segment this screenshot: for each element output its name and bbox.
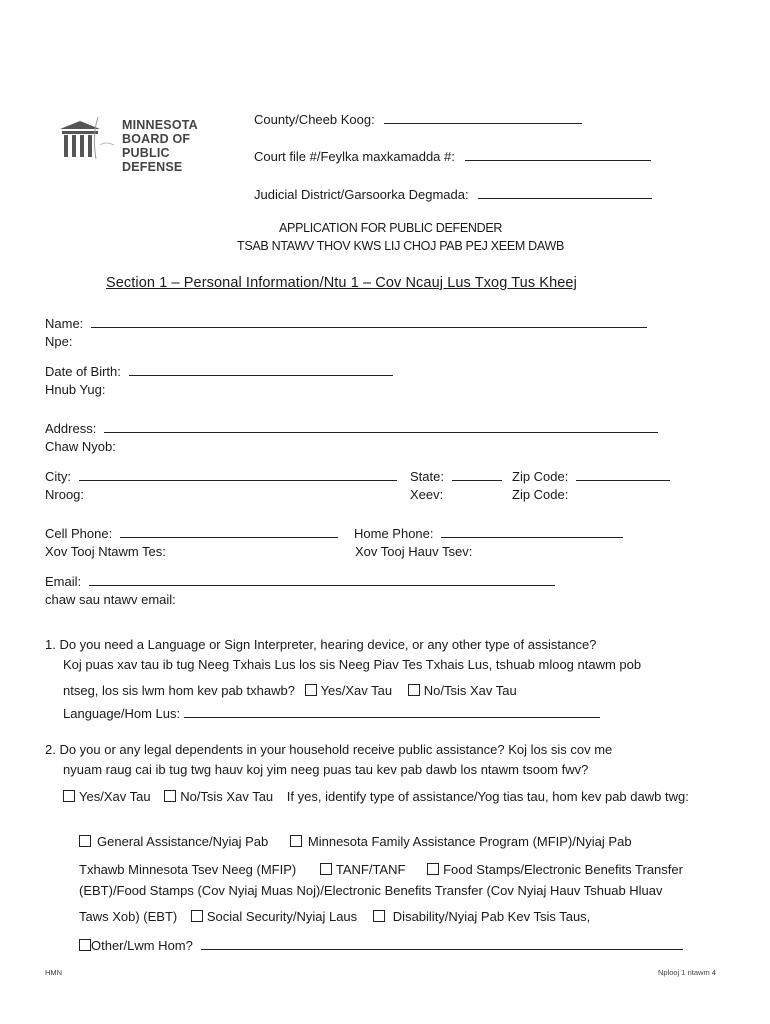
city-label-hmn: Nroog: — [45, 487, 85, 502]
logo-line-2: BOARD OF — [122, 132, 191, 146]
form-title-en: APPLICATION FOR PUBLIC DEFENDER — [279, 221, 503, 235]
other-input-line[interactable] — [201, 937, 683, 950]
address-input-line[interactable] — [104, 420, 658, 433]
email-label-hmn: chaw sau ntawv email: — [45, 592, 176, 607]
q1-language-field[interactable] — [63, 705, 600, 721]
email-field[interactable] — [45, 573, 555, 589]
q1-yes-label: Yes/Xav Tau — [320, 683, 393, 698]
form-title-hmn: TSAB NTAWV THOV KWS LIJ CHOJ PAB PEJ XEEM DAWB — [237, 239, 564, 253]
cell-phone-input-line[interactable] — [120, 525, 338, 538]
footer-language-code: HMN — [45, 968, 63, 977]
social-security-checkbox[interactable] — [191, 910, 203, 922]
logo-line-1: MINNESOTA — [122, 118, 198, 132]
judicial-district-input-line[interactable] — [478, 186, 652, 199]
q1-no-checkbox[interactable] — [408, 684, 420, 696]
city-input-line[interactable] — [79, 468, 397, 481]
general-assistance-label: General Assistance/Nyiaj Pab — [97, 834, 269, 849]
county-input-line[interactable] — [384, 111, 582, 124]
name-input-line[interactable] — [91, 315, 647, 328]
other-label: Other/Lwm Hom? — [91, 938, 193, 953]
pillars-logo-icon — [58, 115, 118, 171]
mn-board-public-defense-logo — [58, 115, 228, 173]
q1-language-label: Language/Hom Lus: — [63, 706, 181, 721]
judicial-district-label: Judicial District/Garsoorka Degmada: — [254, 187, 469, 202]
address-field[interactable] — [45, 420, 658, 436]
zip-label-hmn: Zip Code: — [512, 487, 569, 502]
name-field[interactable] — [45, 315, 647, 331]
mfip-label-cont: Txhawb Minnesota Tsev Neeg (MFIP) — [79, 862, 297, 877]
name-label-hmn: Npe: — [45, 334, 73, 349]
dob-label-hmn: Hnub Yug: — [45, 382, 106, 397]
q1-line-3 — [63, 683, 517, 698]
q1-yes-checkbox[interactable] — [305, 684, 317, 696]
zip-field[interactable] — [512, 468, 670, 484]
q2-other-row[interactable] — [79, 937, 683, 953]
food-stamps-label: Food Stamps/Electronic Benefits Transfer — [443, 862, 683, 877]
q1-line-1: 1. Do you need a Language or Sign Interpreter, hearing device, or any other type of assistance? — [45, 637, 597, 652]
ebt-line: (EBT)/Food Stamps (Cov Nyiaj Muas Noj)/Electronic Benefits Transfer (Cov Nyiaj Hauv Tshuab Hluav — [79, 883, 663, 898]
email-label: Email: — [45, 574, 82, 589]
cell-phone-field[interactable] — [45, 525, 338, 541]
address-label-hmn: Chaw Nyob: — [45, 439, 116, 454]
city-label: City: — [45, 469, 71, 484]
home-phone-input-line[interactable] — [441, 525, 623, 538]
cell-phone-label: Cell Phone: — [45, 526, 113, 541]
q2-options-row-2 — [79, 862, 683, 877]
other-checkbox[interactable] — [79, 939, 91, 951]
state-field[interactable] — [410, 468, 502, 484]
q2-yes-checkbox[interactable] — [63, 790, 75, 802]
state-input-line[interactable] — [452, 468, 502, 481]
social-security-label: Social Security/Nyiaj Laus — [206, 909, 358, 924]
state-label: State: — [410, 469, 444, 484]
dob-label: Date of Birth: — [45, 364, 121, 379]
q2-options-row-1 — [79, 834, 632, 849]
dob-field[interactable] — [45, 363, 393, 379]
court-file-label: Court file #/Feylka maxkamadda #: — [254, 149, 455, 164]
tanf-label: TANF/TANF — [335, 862, 406, 877]
q2-no-checkbox[interactable] — [164, 790, 176, 802]
tanf-checkbox[interactable] — [320, 863, 332, 875]
home-phone-label-hmn: Xov Tooj Hauv Tsev: — [355, 544, 473, 559]
county-label: County/Cheeb Koog: — [254, 112, 375, 127]
q1-language-input-line[interactable] — [184, 705, 600, 718]
judicial-district-field[interactable] — [254, 186, 652, 202]
email-input-line[interactable] — [89, 573, 555, 586]
food-stamps-checkbox[interactable] — [427, 863, 439, 875]
q2-answer-row — [63, 789, 689, 804]
q2-options-row-3 — [79, 909, 590, 924]
zip-label: Zip Code: — [512, 469, 569, 484]
q1-line-2: Koj puas xav tau ib tug Neeg Txhais Lus los sis Neeg Piav Tes Txhais Lus, tshuab mloog ntawm pob — [63, 657, 642, 672]
county-field[interactable] — [254, 111, 582, 127]
state-label-hmn: Xeev: — [410, 487, 444, 502]
address-label: Address: — [45, 421, 97, 436]
q2-no-label: No/Tsis Xav Tau — [180, 789, 274, 804]
home-phone-label: Home Phone: — [354, 526, 434, 541]
mfip-label: Minnesota Family Assistance Program (MFIP)/Nyiaj Pab — [307, 834, 632, 849]
q2-yes-label: Yes/Xav Tau — [79, 789, 151, 804]
logo-line-3: PUBLIC DEFENSE — [122, 146, 183, 174]
court-file-field[interactable] — [254, 148, 651, 164]
mfip-checkbox[interactable] — [290, 835, 302, 847]
q2-line-2: nyuam raug cai ib tug twg hauv koj yim neeg puas tau kev pab dawb los ntawm tsoom fwv? — [63, 762, 589, 777]
court-file-input-line[interactable] — [465, 148, 651, 161]
section-heading: Section 1 – Personal Information/Ntu 1 – Cov Ncauj Lus Txog Tus Kheej — [106, 275, 577, 291]
city-field[interactable] — [45, 468, 397, 484]
footer-page-number: Nplooj 1 ntawm 4 — [658, 968, 716, 977]
q2-line-1: 2. Do you or any legal dependents in your household receive public assistance? Koj los sis cov me — [45, 742, 613, 757]
general-assistance-checkbox[interactable] — [79, 835, 91, 847]
name-label: Name: — [45, 316, 84, 331]
cell-phone-label-hmn: Xov Tooj Ntawm Tes: — [45, 544, 166, 559]
dob-input-line[interactable] — [129, 363, 393, 376]
q1-line-3-text: ntseg, los sis lwm hom kev pab txhawb? — [63, 683, 295, 698]
taws-label: Taws Xob) (EBT) — [79, 909, 178, 924]
q2-if-yes-label: If yes, identify type of assistance/Yog tias tau, hom kev pab dawb twg: — [286, 789, 689, 804]
q1-no-label: No/Tsis Xav Tau — [423, 683, 517, 698]
disability-checkbox[interactable] — [373, 910, 385, 922]
zip-input-line[interactable] — [576, 468, 670, 481]
home-phone-field[interactable] — [354, 525, 623, 541]
disability-label: Disability/Nyiaj Pab Kev Tsis Taus, — [392, 909, 591, 924]
